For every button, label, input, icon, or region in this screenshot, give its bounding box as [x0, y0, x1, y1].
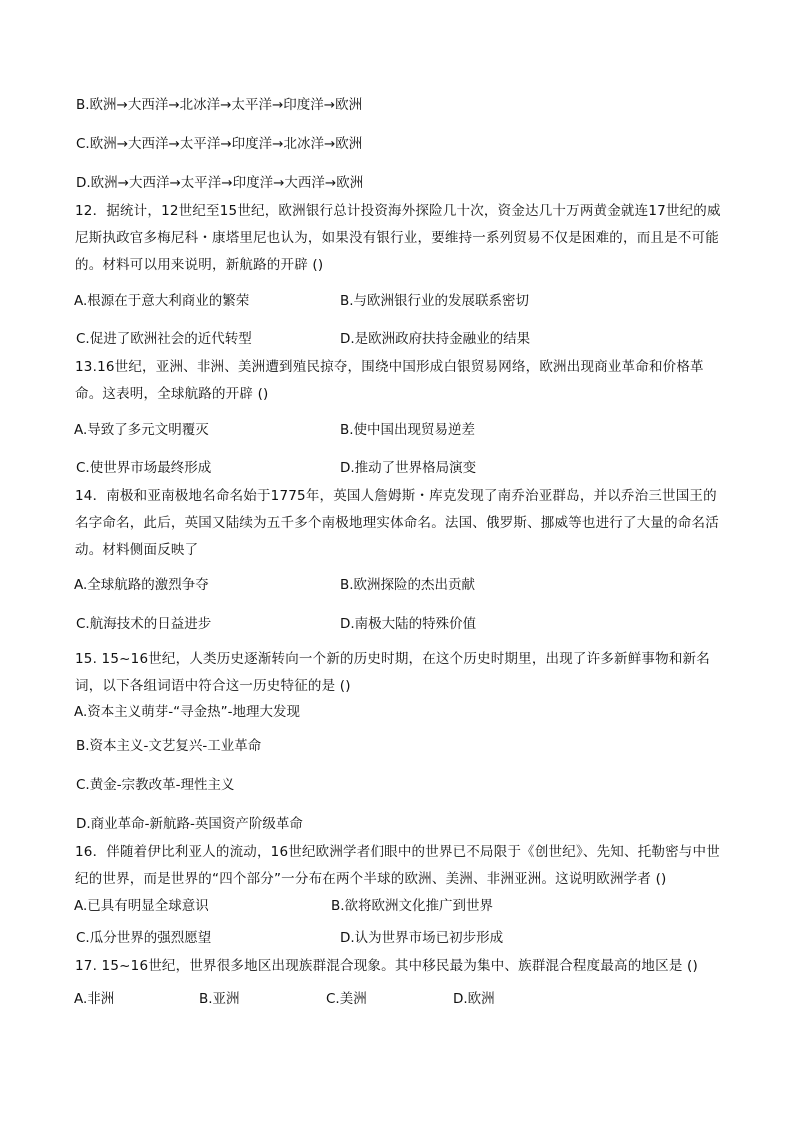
q12-option-d: D.是欧洲政府扶持金融业的结果: [340, 331, 531, 347]
q12-option-b: B.与欧洲银行业的发展联系密切: [340, 293, 530, 309]
q17-stem: 17. 15~16世纪，世界很多地区出现族群混合现象。其中移民最为集中、族群混合程度最高的地区是 (): [75, 958, 698, 974]
q16-option-c: C.瓜分世界的强烈愿望: [76, 930, 212, 946]
q14-option-a: A.全球航路的激烈争夺: [74, 577, 209, 593]
q17-option-a: A.非洲: [74, 991, 115, 1007]
q17-option-d: D.欧洲: [453, 991, 495, 1007]
q15-option-c: C.黄金-宗教改革-理性主义: [76, 777, 235, 793]
q17-option-c: C.美洲: [326, 991, 367, 1007]
q14-option-b: B.欧洲探险的杰出贡献: [340, 577, 476, 593]
q13-option-b: B.使中国出现贸易逆差: [340, 422, 476, 438]
q11-option-c: C.欧洲→大西洋→太平洋→印度洋→北冰洋→欧洲: [76, 136, 363, 152]
q13-option-a: A.导致了多元文明覆灭: [74, 422, 209, 438]
q13-option-d: D.推动了世界格局演变: [340, 460, 477, 476]
q13-stem: 13.16世纪，亚洲、非洲、美洲遭到殖民掠夺，围绕中国形成白银贸易网络，欧洲出现商业革命和价格革命。这表明，全球航路的开辟 (): [75, 359, 704, 402]
q14-option-d: D.南极大陆的特殊价值: [340, 616, 477, 632]
q14-stem: 14．南极和亚南极地名命名始于1775年，英国人詹姆斯・库克发现了南乔治亚群岛，并以乔治三世国王的名字命名，此后，英国又陆续为五千多个南极地理实体命名。法国、俄罗斯、挪威等也进行了大量的命名活动。材料侧面反映了: [75, 488, 719, 558]
q16-option-b: B.欲将欧洲文化推广到世界: [331, 898, 494, 914]
q11-option-d: D.欧洲→大西洋→太平洋→印度洋→大西洋→欧洲: [76, 175, 364, 191]
q17-option-b: B.亚洲: [199, 991, 240, 1007]
q15-stem: 15. 15~16世纪，人类历史逐渐转向一个新的历史时期，在这个历史时期里，出现了许多新鲜事物和新名词，以下各组词语中符合这一历史特征的是 (): [75, 651, 710, 694]
q11-option-b: B.欧洲→大西洋→北冰洋→太平洋→印度洋→欧洲: [76, 97, 363, 113]
q16-option-a: A.已具有明显全球意识: [74, 898, 209, 914]
q15-option-b: B.资本主义-文艺复兴-工业革命: [76, 738, 262, 754]
q14-option-c: C.航海技术的日益进步: [76, 616, 212, 632]
q16-option-d: D.认为世界市场已初步形成: [340, 930, 504, 946]
q12-stem: 12．据统计，12世纪至15世纪，欧洲银行总计投资海外探险几十次，资金达几十万两黄金就连17世纪的威尼斯执政官多梅尼科・康塔里尼也认为，如果没有银行业，要维持一系列贸易不仅是困难的，而且是不可能的。材料可以用来说明，新航路的开辟 (): [75, 203, 721, 273]
q12-option-c: C.促进了欧洲社会的近代转型: [76, 331, 252, 347]
q15-option-d: D.商业革命-新航路-英国资产阶级革命: [76, 816, 303, 832]
q12-option-a: A.根源在于意大利商业的繁荣: [74, 293, 250, 309]
q16-stem: 16．伴随着伊比利亚人的流动，16世纪欧洲学者们眼中的世界已不局限于《创世纪》、先知、托勒密与中世纪的世界，而是世界的“四个部分”一分布在两个半球的欧洲、美洲、非洲亚洲。这说明欧洲学者 (): [75, 844, 720, 887]
q15-option-a: A.资本主义萌芽-“寻金热”-地理大发现: [74, 704, 301, 720]
q13-option-c: C.使世界市场最终形成: [76, 460, 212, 476]
